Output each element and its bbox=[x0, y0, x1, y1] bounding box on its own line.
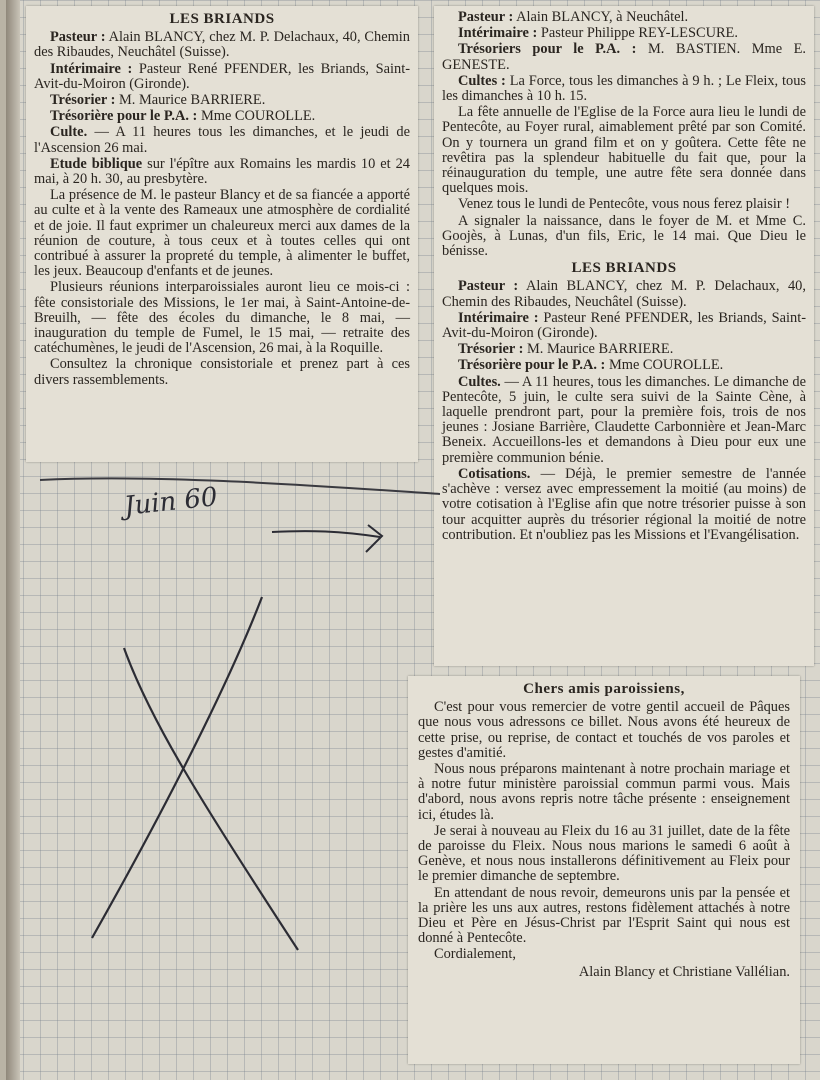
left-tresorier-text: M. Maurice BARRIERE. bbox=[119, 92, 266, 109]
right-top-interimaire-label: Intérimaire : bbox=[458, 25, 538, 42]
left-etude-label: Etude biblique bbox=[50, 155, 143, 172]
left-paragraph-2: Plusieurs réunions interparoissiales auront lieu ce mois-ci : fête consistoriale des Missions, le 1er mai, à Saint-Antoine-de-Breuilh, — fête des écoles du dimanche, le 8 mai, — inauguration du temple de Fumel, le 15 mai, — retraite des catéchumènes, le jeudi de l'Ascension, 26 mai, à la Roquille. bbox=[34, 279, 410, 357]
letter-paragraph-3: Je serai à nouveau au Fleix du 16 au 31 juillet, date de la fête de paroisse du Fleix. Nous nous marions le samedi 6 août à Genève, et nous nous installerons définitivement au Fleix pour le premier dimanche de septembre. bbox=[418, 822, 790, 885]
letter-paragraph-1: C'est pour vous remercier de votre gentil accueil de Pâques que nous vous adressons ce billet. Nous avons été heureux de cette prise, ou reprise, de contact et touchés de vos paroles et gestes d'amitié. bbox=[418, 699, 790, 761]
right-top-pasteur-text: Alain BLANCY, à Neuchâtel. bbox=[516, 9, 689, 25]
handwritten-date-note: Juin 60 bbox=[122, 482, 219, 522]
pen-underline-stroke bbox=[40, 478, 440, 494]
left-culte-text: — A 11 heures tous les dimanches, et le jeudi de l'Ascension 26 mai. bbox=[34, 124, 410, 156]
letter-paragraph-2: Nous nous préparons maintenant à notre prochain mariage et à notre futur ministère paroissial commun parmi vous. Mais d'abord, nous avons repris notre tâche présente : enseignement ici, études là. bbox=[418, 761, 790, 823]
letter-heading: Chers amis paroissiens, bbox=[523, 681, 685, 697]
right-pasteur-text: Alain BLANCY, chez M. P. Delachaux, 40, Chemin des Ribaudes, Neuchâtel (Suisse). bbox=[442, 278, 806, 310]
right-naissance-paragraph: A signaler la naissance, dans le foyer de M. et Mme C. Goojès, à Lunas, d'un fils, Eric, le 14 mai. Que Dieu le bénisse. bbox=[442, 212, 806, 260]
left-tresoriere-text: Mme COUROLLE. bbox=[200, 108, 316, 125]
left-etude-text: sur l'épître aux Romains les mardis 10 et 24 mai, à 20 h. 30, au presbytère. bbox=[34, 155, 410, 188]
right-venez-paragraph: Venez tous le lundi de Pentecôte, vous nous ferez plaisir ! bbox=[458, 196, 791, 213]
left-pasteur-text: Alain BLANCY, chez M. P. Delachaux, 40, Chemin des Ribaudes, Neuchâtel (Suisse). bbox=[34, 29, 410, 61]
left-interimaire-text: Pasteur René PFENDER, les Briands, Saint-Avit-du-Moiron (Gironde). bbox=[34, 60, 410, 92]
right-fete-paragraph: La fête annuelle de l'Eglise de la Force aura lieu le lundi de Pentecôte, au Foyer rural, aimablement prêté par son Comité. On y tournera un grand film et on y goûtera. Cette fête ne revêtira pas la splendeur habituelle du fait que, pour la réinauguration du temple, une autre fête sera donnée dans quelques mois. bbox=[442, 104, 806, 197]
left-tresorier-label: Trésorier : bbox=[50, 92, 116, 109]
letter-signature: Alain Blancy et Christiane Vallélian. bbox=[578, 963, 790, 980]
right-cultes-text: La Force, tous les dimanches à 9 h. ; Le Fleix, tous les dimanches à 10 h. 15. bbox=[442, 72, 806, 105]
right-tresorier-text: M. Maurice BARRIERE. bbox=[527, 341, 674, 358]
left-pasteur-label: Pasteur : bbox=[50, 29, 106, 46]
right-interimaire-label: Intérimaire : bbox=[458, 309, 539, 326]
right-cultes-2-label: Cultes. bbox=[458, 373, 501, 390]
right-top-pasteur-label: Pasteur : bbox=[458, 9, 514, 25]
right-tresoriere-text: Mme COUROLLE. bbox=[608, 357, 724, 374]
right-cultes-2-text: — A 11 heures, tous les dimanches. Le dimanche de Pentecôte, 5 juin, le culte sera suivi de la Sainte Cène, à laquelle prendront part, pour la première fois, trois de nos jeunes : Josiane Barrière, Claudette Carbonnière et Jean-Marc Beneix. Accueillons-les et demandons à Dieu pour eux une première communion bénie. bbox=[442, 373, 806, 466]
right-tresorier-label: Trésorier : bbox=[458, 341, 524, 358]
right-top-tresoriers-label: Trésoriers pour le P.A. : bbox=[458, 41, 637, 58]
letter-closing: Cordialement, bbox=[434, 946, 516, 963]
right-cotisations-text: — Déjà, le premier semestre de l'année s'achève : versez avec empressement la moitié (au moins) de votre cotisation à l'Eglise afin que notre trésorier puisse à son tour acquitter auprès du trésorier régional la moitié de notre contribution. Et n'oubliez pas les Missions et l'Evangélisation. bbox=[442, 465, 806, 543]
left-paragraph-3: Consultez la chronique consistoriale et prenez part à ces divers rassemblements. bbox=[34, 356, 410, 388]
right-top-tresoriers-text: M. BASTIEN. Mme E. GENESTE. bbox=[442, 41, 806, 73]
left-culte-label: Culte. bbox=[50, 124, 88, 141]
cross-stroke-a bbox=[124, 648, 298, 950]
letter-paragraph-4: En attendant de nous revoir, demeurons unis par la pensée et la prière les uns aux autres, restons fidèlement attachés à notre Dieu et Père en Jésus-Christ par l'Esprit Saint qui nous est donné à Pentecôte. bbox=[418, 884, 790, 947]
right-interimaire-text: Pasteur René PFENDER, les Briands, Saint-Avit-du-Moiron (Gironde). bbox=[442, 309, 806, 342]
right-cotisations-label: Cotisations. bbox=[458, 465, 531, 482]
arrow-shaft-icon bbox=[272, 531, 380, 537]
cross-stroke-b bbox=[92, 597, 262, 938]
left-interimaire-label: Intérimaire : bbox=[50, 60, 133, 77]
left-tresoriere-label: Trésorière pour le P.A. : bbox=[50, 108, 198, 125]
right-top-interimaire-text: Pasteur Philippe REY-LESCURE. bbox=[540, 25, 738, 42]
right-pasteur-label: Pasteur : bbox=[458, 278, 519, 295]
left-heading: LES BRIANDS bbox=[169, 11, 275, 27]
right-tresoriere-label: Trésorière pour le P.A. : bbox=[458, 357, 606, 374]
right-heading: LES BRIANDS bbox=[571, 260, 677, 277]
right-cultes-label: Cultes : bbox=[458, 72, 506, 89]
arrow-head-icon bbox=[366, 525, 382, 552]
left-paragraph-1: La présence de M. le pasteur Blancy et de sa fiancée a apporté au culte et à la vente des Rameaux une atmosphère de cordialité et de joie. Il faut exprimer un chaleureux merci aux dames de la réunion de couture, à tous ceux et à toutes celles qui ont contribué à assurer la propreté du temple, à alimenter le buffet, les jeux. Beaucoup d'enfants et de jeunes. bbox=[34, 187, 410, 280]
